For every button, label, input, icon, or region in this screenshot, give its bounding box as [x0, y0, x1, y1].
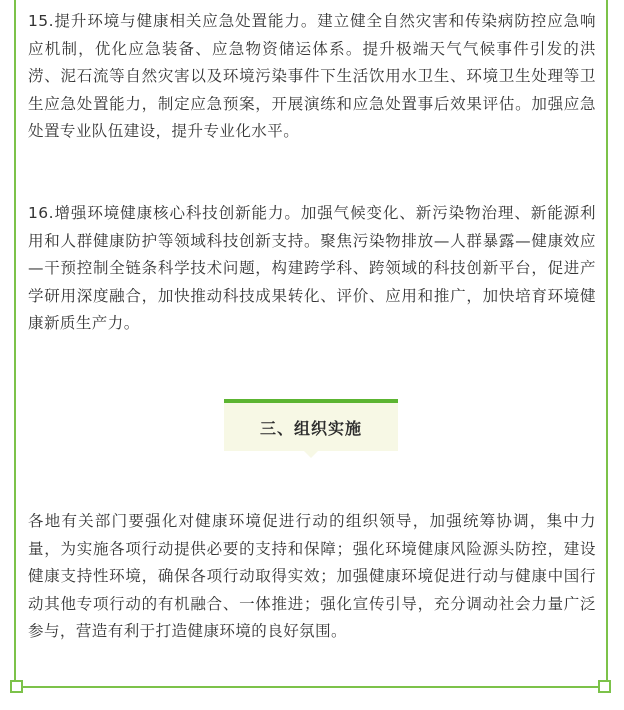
heading-title: 三、组织实施 [259, 418, 362, 438]
paragraph-item-15: 15.提升环境与健康相关应急处置能力。建立健全自然灾害和传染病防控应急响应机制，优化应急装备、应急物资储运体系。提升极端天气气候事件引发的洪涝、泥石流等自然灾害以及环境污染事件下生活饮用水卫生、环境卫生处理等卫生应急处置能力，制定应急预案，开展演练和应急处置事后效果评估。加强应急处置专业队伍建设，提升专业化水平。 [28, 12, 596, 140]
heading-box [224, 403, 398, 451]
frame-bottom-border [14, 686, 608, 688]
section-heading [224, 399, 398, 454]
paragraph-organization: 各地有关部门要强化对健康环境促进行动的组织领导，加强统筹协调，集中力量，为实施各项行动提供必要的支持和保障；强化环境健康风险源头防控，建设健康支持性环境，确保各项行动取得实效；加强健康环境促进行动与健康中国行动其他专项行动的有机融合、一体推进；强化宣传引导，充分调动社会力量广泛参与，营造有利于打造健康环境的良好氛围。 [28, 512, 596, 640]
heading-pointer-arrow [304, 451, 318, 458]
corner-ornament-bottom-left [10, 680, 23, 693]
frame-right-border [606, 0, 608, 686]
corner-ornament-bottom-right [598, 680, 611, 693]
paragraph-item-16: 16.增强环境健康核心科技创新能力。加强气候变化、新污染物治理、新能源利用和人群健康防护等领域科技创新支持。聚焦污染物排放—人群暴露—健康效应—干预控制全链条科学技术问题，构建跨学科、跨领域的科技创新平台，促进产学研用深度融合，加快推动科技成果转化、评价、应用和推广，加快培育环境健康新质生产力。 [28, 204, 596, 332]
frame-left-border [14, 0, 16, 686]
